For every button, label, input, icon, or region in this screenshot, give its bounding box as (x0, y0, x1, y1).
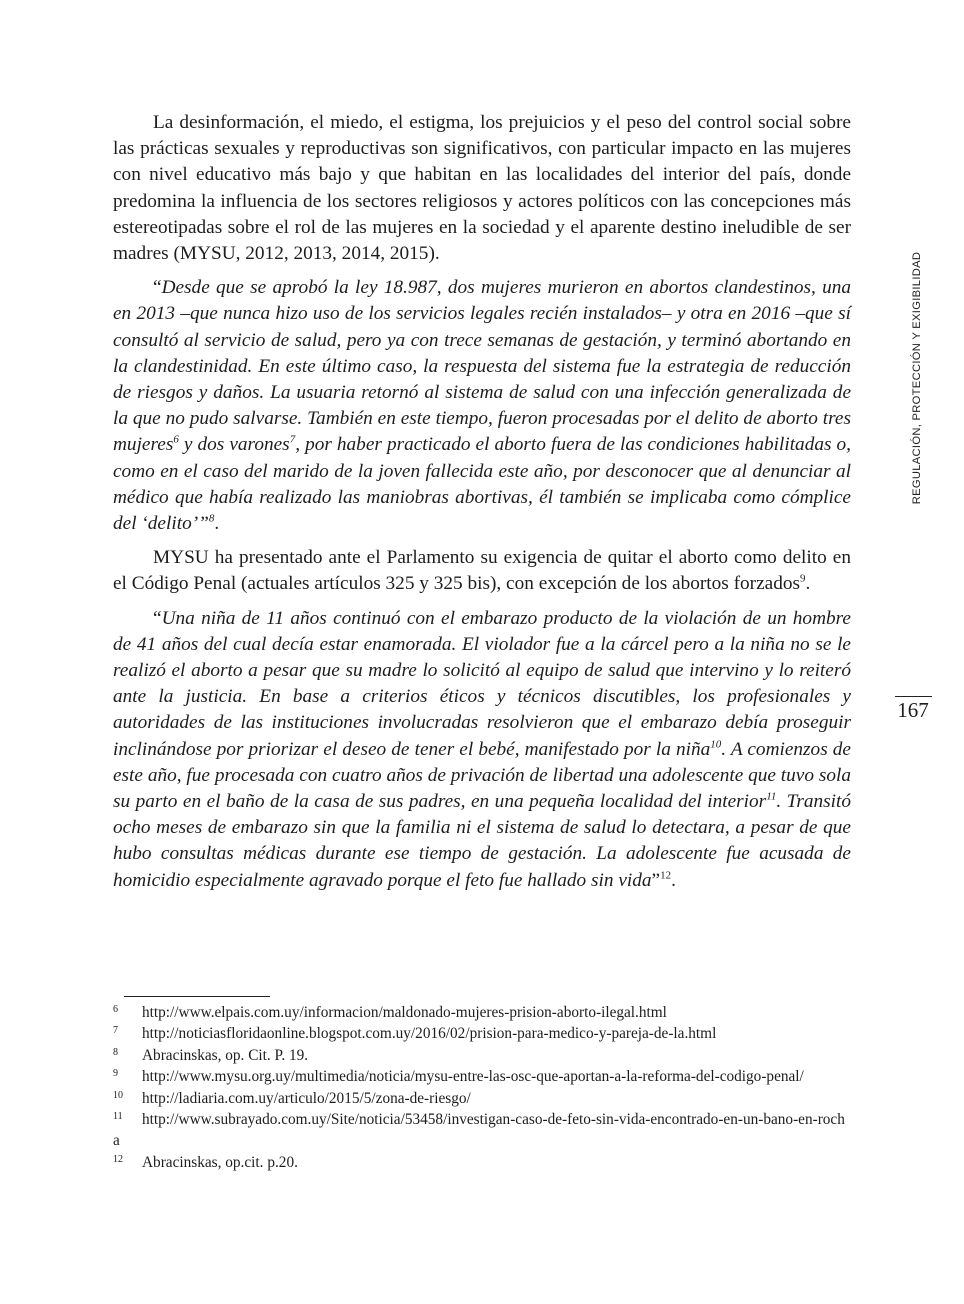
footnote-ref[interactable]: 6 (173, 434, 179, 447)
footnote-number: 9 (113, 1068, 118, 1080)
quote-text: Una niña de 11 años continuó con el embarazo producto de la violación de un hombre de 41 años del cual decía estar enamorada. El violador fue a la cárcel pero a la niña no se le realizó el aborto a pesar que su madre lo solicitó al equipo de salud que intervino y lo reiteró ante la justicia. En base a criterios éticos y técnicos discutibles, los profesionales y autoridades de las instituciones involucradas resolvieron que el embarazo debía proseguir inclinándose por priorizar el deseo de tener el bebé, manifestado por la niña (113, 607, 851, 760)
period: . (805, 573, 811, 595)
footnote-number: 11 (113, 1111, 123, 1123)
footnote (113, 1023, 851, 1044)
quote-text: , por haber practicado el aborto fuera de las condiciones habilitadas o, como en el caso del marido de la joven fallecida este año, por desconocer que al denunciar al médico que había realizado las maniobras abortivas, él también se implicaba como cómplice del ‘delito’” (113, 434, 851, 535)
footnote-number: 7 (113, 1025, 118, 1037)
footnote-ref[interactable]: 9 (799, 573, 806, 586)
footnote-ref[interactable]: 8 (208, 512, 215, 525)
quote-text: y dos varones (178, 434, 290, 456)
footnote-link[interactable]: http://ladiaria.com.uy/articulo/2015/5/zona-de-riesgo/ (142, 1089, 471, 1107)
footnote (113, 1002, 851, 1023)
running-side-title: REGULACIÓN, PROTECCIÓN Y EXIGIBILIDAD (911, 251, 923, 505)
period: . (214, 513, 220, 535)
footnote-number: 8 (113, 1046, 118, 1058)
footnote-link[interactable]: http://www.elpais.com.uy/informacion/maldonado-mujeres-prision-aborto-ilegal.html (142, 1004, 667, 1021)
footnote-link[interactable]: http://www.subrayado.com.uy/Site/noticia/53458/investigan-caso-de-feto-sin-vida-encontrado-en-un-bano-en-rocha (113, 1111, 845, 1150)
body-text (113, 110, 851, 902)
quote-text: . Transitó ocho meses de embarazo sin que la familia ni el sistema de salud lo detectara, a pesar de que hubo consultas médicas durante ese tiempo de gestación. La adolescente fue acusada de homicidio especialmente agravado porque el feto fue hallado sin vida (113, 791, 851, 891)
footnote-number: 10 (113, 1089, 123, 1101)
period: . (671, 869, 676, 891)
footnote (113, 1045, 851, 1066)
quote-paragraph-2 (113, 606, 851, 894)
footnote (113, 1109, 851, 1152)
footnote-separator (124, 996, 270, 997)
footnote-ref[interactable]: 11 (766, 790, 777, 803)
footnote-ref[interactable]: 7 (289, 434, 296, 447)
paragraph-1: La desinformación, el miedo, el estigma, los prejuicios y el peso del control social sobre las prácticas sexuales y reproductivas son significativos, con particular impacto en las mujeres con nivel educativo más bajo y que habitan en las localidades del interior del país, donde predomina la influencia de los sectores religiosos y actores políticos con las concepciones más estereotipadas sobre el rol de las mujeres en la sociedad y el aparente destino ineludible de ser madres (MYSU, 2012, 2013, 2014, 2015). (113, 112, 851, 265)
quote-paragraph-1 (113, 275, 851, 537)
quote-text: Desde que se aprobó la ley 18.987, dos mujeres murieron en abortos clandestinos, una en 2013 –que nunca hizo uso de los servicios legales recién instalados– y otra en 2016 –que sí consultó al servicio de salud, pero ya con trece semanas de gestación, y terminó abortando en la clandestinidad. En este último caso, la respuesta del sistema fue la estrategia de reducción de riesgos y daños. La usuaria retornó al sistema de salud con una infección generalizada de la que no pudo salvarse. También en este tiempo, fueron procesadas por el delito de aborto tres mujeres (113, 277, 851, 456)
footnote-ref[interactable]: 10 (710, 738, 722, 751)
paragraph-2 (113, 545, 851, 597)
footnote (113, 1152, 851, 1173)
close-quote: ” (651, 869, 661, 891)
footnote-text: Abracinskas, op. Cit. P. 19. (142, 1046, 309, 1064)
footnote-link[interactable]: http://www.mysu.org.uy/multimedia/noticia/mysu-entre-las-osc-que-aportan-a-la-reforma-del-codigo-penal/ (142, 1068, 804, 1086)
quote-text: . A comienzos de este año, fue procesada con cuatro años de privación de libertad una adolescente que tuvo sola su parto en el baño de la casa de sus padres, en una pequeña localidad del interior (113, 738, 851, 813)
footnote (113, 1066, 851, 1087)
open-quote: “ (153, 277, 162, 299)
footnote-text: Abracinskas, op.cit. p.20. (142, 1153, 298, 1171)
page-number: 167 (897, 698, 929, 722)
footnote-ref[interactable]: 12 (660, 869, 672, 882)
footnote-number: 12 (113, 1153, 123, 1165)
paragraph-text: MYSU ha presentado ante el Parlamento su exigencia de quitar el aborto como delito en el Código Penal (actuales artículos 325 y 325 bis), con excepción de los abortos forzados (113, 547, 851, 595)
footnote-link[interactable]: http://noticiasfloridaonline.blogspot.com.uy/2016/02/prision-para-medico-y-pareja-de-la.html (142, 1025, 717, 1043)
footnotes (113, 1002, 851, 1173)
footnote-number: 6 (113, 1004, 118, 1015)
open-quote: “ (153, 607, 162, 629)
footnote (113, 1088, 851, 1109)
